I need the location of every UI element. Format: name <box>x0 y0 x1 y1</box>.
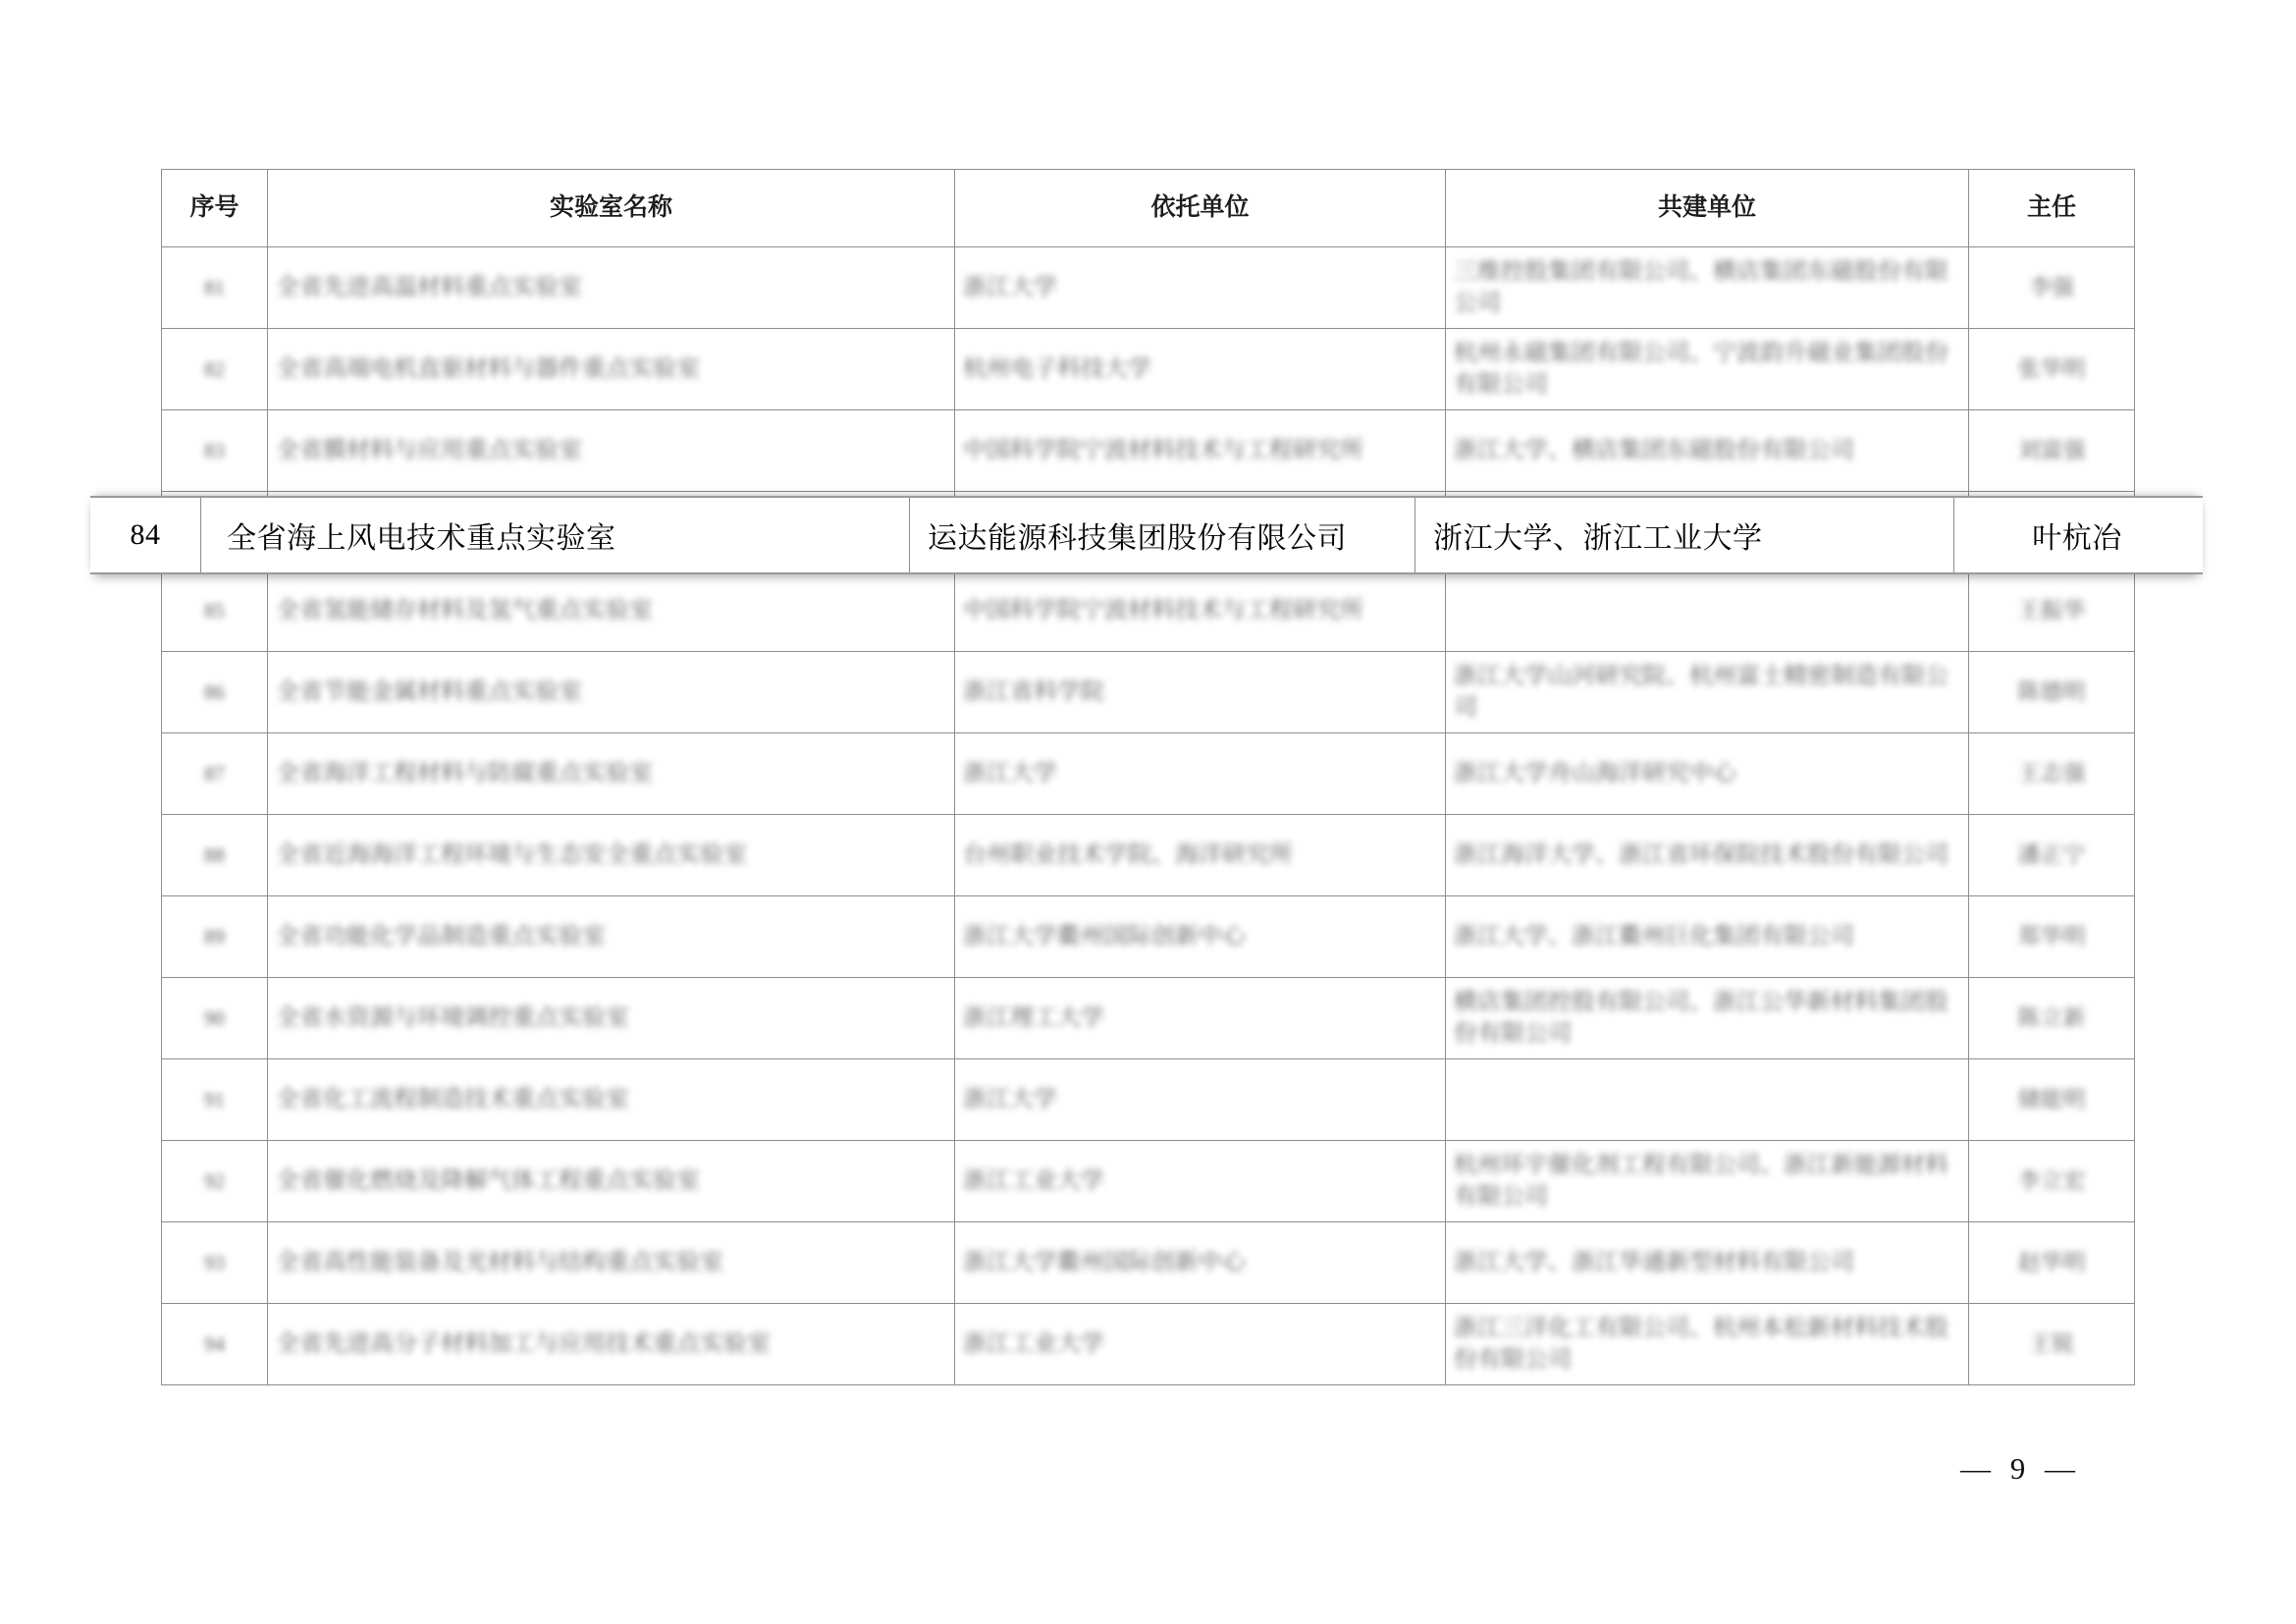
highlighted-row-overlay[interactable] <box>90 496 2203 574</box>
highlighted-cell-director: 叶杭冶 <box>2032 522 2122 555</box>
cell-lab-name: 全省氢能储存材料及氢气重点实验室 <box>268 570 955 652</box>
table-row <box>162 1304 2135 1385</box>
cell-director: 王振华 <box>1969 570 2135 652</box>
cell-joint-unit: 浙江大学舟山海洋研究中心 <box>1446 733 1969 815</box>
cell-director: 李立宏 <box>1969 1141 2135 1222</box>
cell-joint-unit: 浙江大学、浙江华通新型材料有限公司 <box>1446 1222 1969 1304</box>
cell-index: 83 <box>162 410 268 492</box>
table-row <box>162 1141 2135 1222</box>
cell-lab-name: 全省高端电机直驱材料与器件重点实验室 <box>268 329 955 410</box>
table-row <box>162 1059 2135 1141</box>
highlighted-cell-joint-unit: 浙江大学、浙江工业大学 <box>1415 498 1954 572</box>
cell-index: 81 <box>162 247 268 329</box>
cell-director: 郑华明 <box>1969 896 2135 978</box>
cell-joint-unit: 杭州环宇催化剂工程有限公司、浙江新能源材料有限公司 <box>1446 1141 1969 1222</box>
highlighted-cell-lab-name: 全省海上风电技术重点实验室 <box>201 498 910 572</box>
cell-index: 85 <box>162 570 268 652</box>
table-row <box>162 978 2135 1059</box>
cell-index: 82 <box>162 329 268 410</box>
table-row <box>162 652 2135 733</box>
table-header <box>162 170 2135 247</box>
page-number: — 9 — <box>1960 1451 2081 1486</box>
cell-joint-unit <box>1446 570 1969 652</box>
cell-director: 陈立新 <box>1969 978 2135 1059</box>
cell-director: 储能明 <box>1969 1059 2135 1141</box>
cell-lab-name: 全省水资源与环境调控重点实验室 <box>268 978 955 1059</box>
cell-host-unit: 浙江大学 <box>955 733 1446 815</box>
cell-host-unit: 中国科学院宁波材料技术与工程研究所 <box>955 410 1446 492</box>
cell-joint-unit: 浙江海洋大学、浙江省环保院技术股份有限公司 <box>1446 815 1969 896</box>
cell-director: 陈德明 <box>1969 652 2135 733</box>
table-row <box>162 410 2135 492</box>
cell-director: 刘富强 <box>1969 410 2135 492</box>
cell-index: 94 <box>162 1304 268 1385</box>
cell-index: 86 <box>162 652 268 733</box>
cell-joint-unit: 杭州永磁集团有限公司、宁波韵升磁业集团股份有限公司 <box>1446 329 1969 410</box>
cell-joint-unit <box>1446 1059 1969 1141</box>
cell-index: 90 <box>162 978 268 1059</box>
cell-joint-unit: 浙江三洋化工有限公司、杭州本松新材料技术股份有限公司 <box>1446 1304 1969 1385</box>
cell-joint-unit: 横店集团控股有限公司、浙江公华新材料集团股份有限公司 <box>1446 978 1969 1059</box>
cell-lab-name: 全省催化燃烧及降解气体工程重点实验室 <box>268 1141 955 1222</box>
laboratory-table <box>161 169 2135 1385</box>
cell-lab-name: 全省近海海洋工程环境与生态安全重点实验室 <box>268 815 955 896</box>
cell-director: 潘正宁 <box>1969 815 2135 896</box>
header-joint-unit: 共建单位 <box>1446 170 1969 247</box>
cell-lab-name: 全省先进高分子材料加工与应用技术重点实验室 <box>268 1304 955 1385</box>
cell-host-unit: 浙江理工大学 <box>955 978 1446 1059</box>
cell-index: 89 <box>162 896 268 978</box>
cell-director: 王志强 <box>1969 733 2135 815</box>
cell-host-unit: 台州职业技术学院、海洋研究所 <box>955 815 1446 896</box>
cell-lab-name: 全省膜材料与应用重点实验室 <box>268 410 955 492</box>
highlighted-cell-index: 84 <box>90 498 201 572</box>
cell-director: 张华明 <box>1969 329 2135 410</box>
header-lab-name: 实验室名称 <box>268 170 955 247</box>
cell-director: 赵华明 <box>1969 1222 2135 1304</box>
cell-joint-unit: 浙江大学山河研究院、杭州富士精密制造有限公司 <box>1446 652 1969 733</box>
cell-host-unit: 浙江大学 <box>955 247 1446 329</box>
cell-index: 91 <box>162 1059 268 1141</box>
cell-host-unit: 浙江工业大学 <box>955 1141 1446 1222</box>
cell-index: 93 <box>162 1222 268 1304</box>
cell-index: 92 <box>162 1141 268 1222</box>
cell-director: 李强 <box>1969 247 2135 329</box>
table-row <box>162 896 2135 978</box>
table-row <box>162 733 2135 815</box>
cell-director: 王锐 <box>1969 1304 2135 1385</box>
table-header-row <box>162 170 2135 247</box>
cell-lab-name: 全省高性能装备及光材料与结构重点实验室 <box>268 1222 955 1304</box>
header-director: 主任 <box>1969 170 2135 247</box>
table-body <box>162 247 2135 1385</box>
cell-lab-name: 全省海洋工程材料与防腐重点实验室 <box>268 733 955 815</box>
table-row <box>162 570 2135 652</box>
cell-lab-name: 全省化工流程制造技术重点实验室 <box>268 1059 955 1141</box>
header-index: 序号 <box>162 170 268 247</box>
cell-lab-name: 全省先进高温材料重点实验室 <box>268 247 955 329</box>
cell-host-unit: 浙江工业大学 <box>955 1304 1446 1385</box>
cell-host-unit: 浙江大学 <box>955 1059 1446 1141</box>
highlighted-cell-host-unit: 运达能源科技集团股份有限公司 <box>910 498 1415 572</box>
cell-index: 88 <box>162 815 268 896</box>
table-row <box>162 815 2135 896</box>
cell-joint-unit: 浙江大学、横店集团东磁股份有限公司 <box>1446 410 1969 492</box>
cell-host-unit: 中国科学院宁波材料技术与工程研究所 <box>955 570 1446 652</box>
cell-host-unit: 浙江省科学院 <box>955 652 1446 733</box>
laboratory-table-container <box>161 169 2134 1385</box>
cell-joint-unit: 浙江大学、浙江衢州巨化集团有限公司 <box>1446 896 1969 978</box>
table-row <box>162 247 2135 329</box>
table-row <box>162 1222 2135 1304</box>
table-row <box>162 329 2135 410</box>
cell-host-unit: 浙江大学衢州国际创新中心 <box>955 896 1446 978</box>
cell-host-unit: 浙江大学衢州国际创新中心 <box>955 1222 1446 1304</box>
cell-host-unit: 杭州电子科技大学 <box>955 329 1446 410</box>
cell-lab-name: 全省功能化学品制造重点实验室 <box>268 896 955 978</box>
header-host-unit: 依托单位 <box>955 170 1446 247</box>
cell-lab-name: 全省节能金属材料重点实验室 <box>268 652 955 733</box>
cell-index: 87 <box>162 733 268 815</box>
cell-joint-unit: 三维控股集团有限公司、横店集团东磁股份有限公司 <box>1446 247 1969 329</box>
